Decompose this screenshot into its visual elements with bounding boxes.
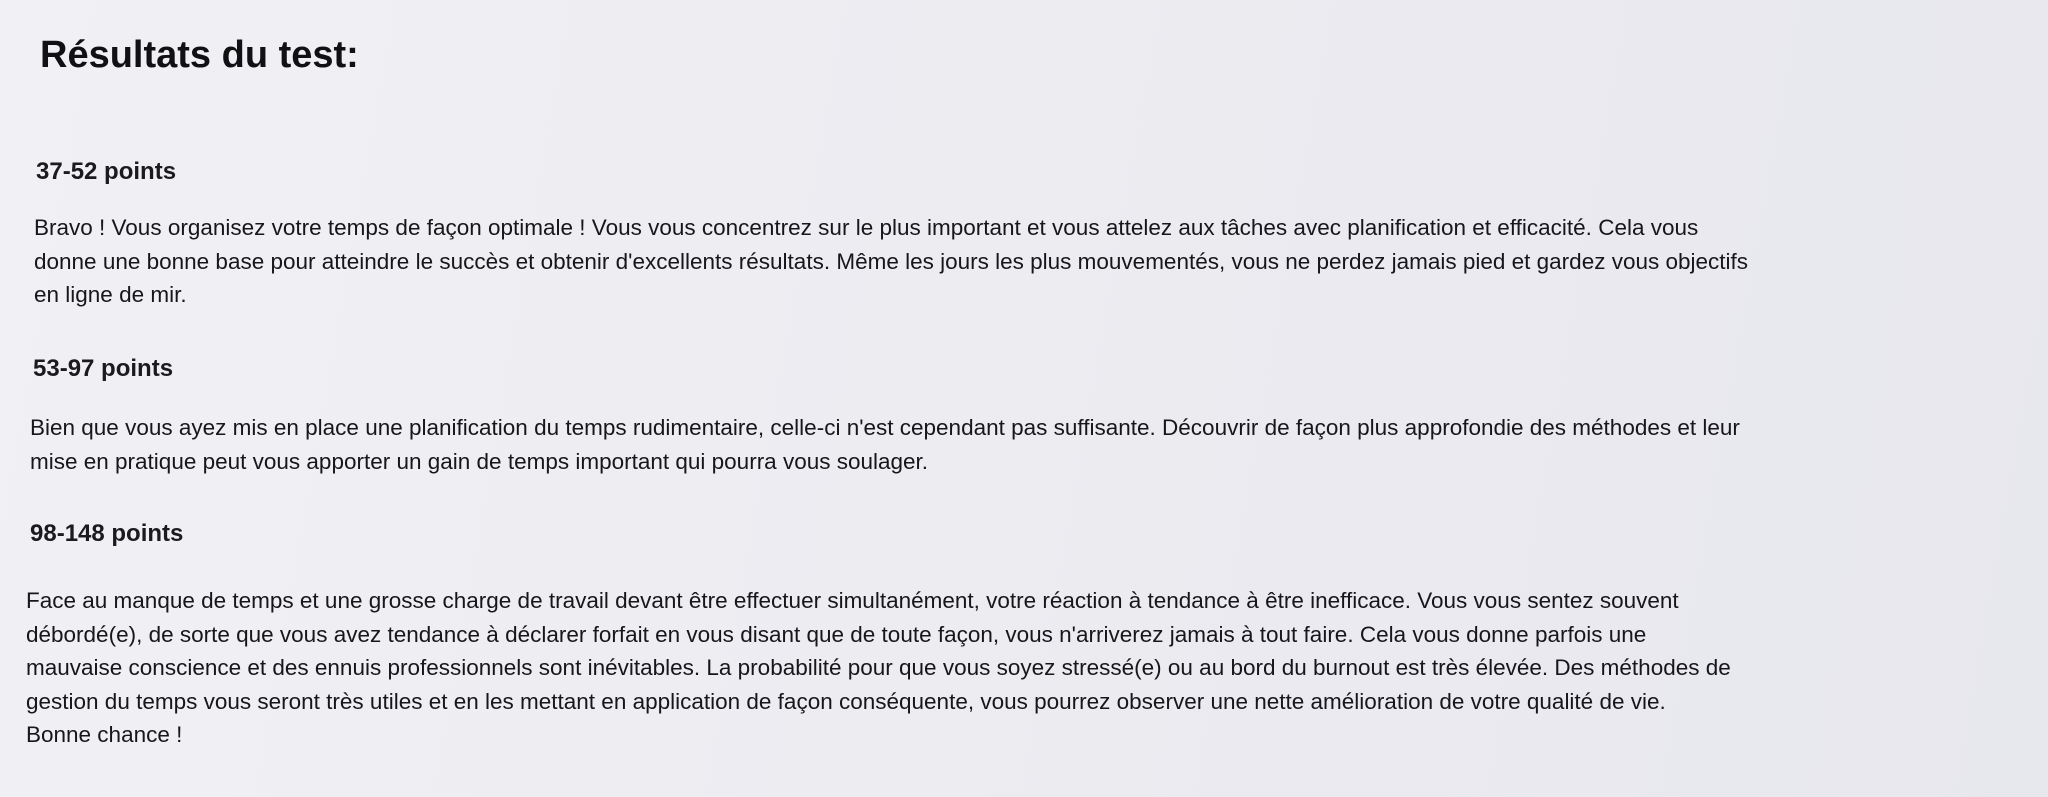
section-body-98-148 xyxy=(26,584,1731,752)
paragraph-line: débordé(e), de sorte que vous avez tendance à déclarer forfait en vous disant que de toute façon, vous n'arriverez jamais à tout faire. Cela vous donne parfois une xyxy=(26,621,1647,647)
section-body-37-52 xyxy=(34,211,1748,312)
section-heading-98-148: 98-148 points xyxy=(30,520,184,547)
section-body-53-97 xyxy=(30,411,1740,478)
paragraph-line: mauvaise conscience et des ennuis professionnels sont inévitables. La probabilité pour que vous soyez stressé(e) ou au bord du burnout est très élevée. Des méthodes de xyxy=(26,655,1731,680)
page-title: Résultats du test: xyxy=(40,34,359,76)
paragraph-line: en ligne de mir. xyxy=(34,282,187,307)
section-heading-53-97: 53-97 points xyxy=(33,355,174,382)
paragraph-line: Bravo ! Vous organisez votre temps de façon optimale ! Vous vous concentrez sur le plus important et vous attelez aux tâches avec planification et efficacité. Cela vous xyxy=(34,215,1699,240)
paragraph-line: donne une bonne base pour atteindre le succès et obtenir d'excellents résultats. Même les jours les plus mouvementés, vous ne perdez jamais pied et gardez vous objectifs xyxy=(34,248,1749,274)
paragraph-line: Face au manque de temps et une grosse charge de travail devant être effectuer simultanément, votre réaction à tendance à être inefficace. Vous vous sentez souvent xyxy=(26,588,1679,613)
paragraph-line: Bonne chance ! xyxy=(26,722,183,747)
section-heading-37-52: 37-52 points xyxy=(36,158,177,185)
paragraph-line: gestion du temps vous seront très utiles et en les mettant en application de façon conséquente, vous pourrez observer une nette amélioration de votre qualité de vie. xyxy=(26,688,1666,714)
paragraph-line: Bien que vous ayez mis en place une planification du temps rudimentaire, celle-ci n'est cependant pas suffisante. Découvrir de façon plus approfondie des méthodes et leur xyxy=(30,415,1740,440)
paragraph-line: mise en pratique peut vous apporter un gain de temps important qui pourra vous soulager. xyxy=(30,448,929,474)
